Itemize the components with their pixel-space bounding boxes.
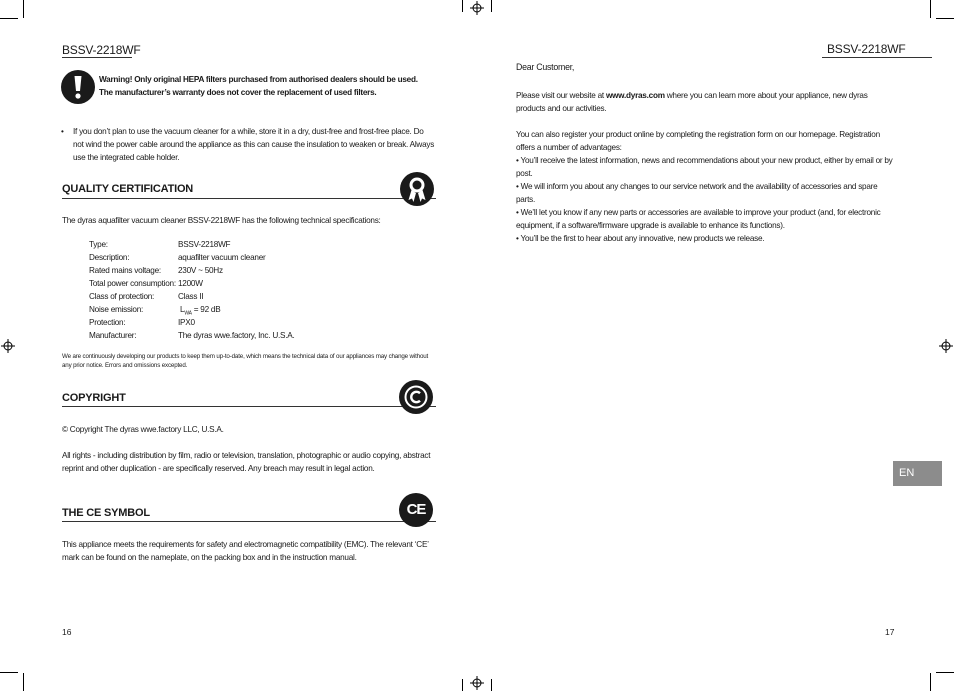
crop-mark <box>23 0 24 18</box>
advantages-list <box>516 154 896 245</box>
crop-mark <box>0 18 18 19</box>
visit-paragraph <box>516 89 894 115</box>
crop-mark <box>936 18 954 19</box>
ce-mark-icon <box>399 493 433 527</box>
spec-value: 230V ~ 50Hz <box>178 266 223 275</box>
spec-value-sub: WA <box>184 310 192 317</box>
spec-value: aquafilter vacuum cleaner <box>178 253 266 262</box>
technical-note: We are continuously developing our products to keep them up-to-date, which means the technical data of our appliances may change without any prior notice. Errors and omissions excepted. <box>62 353 429 369</box>
bullet-text: If you don’t plan to use the vacuum cleaner for a while, store it in a dry, dust-free and frost-free place. Do not wind the power cable around the appliance as this can cause the insulation to weaken or break. Always use the integrated cable holder. <box>73 127 435 162</box>
spec-key: Type: <box>89 240 108 249</box>
model-header: BSSV-2218WF <box>827 42 906 56</box>
website-link[interactable]: www.dyras.com <box>605 91 665 100</box>
crop-mark <box>491 679 492 691</box>
registration-mark-icon <box>470 676 484 690</box>
section-rule <box>62 521 436 522</box>
registration-mark-icon <box>470 1 484 15</box>
award-ribbon-icon <box>400 172 434 206</box>
spec-key: Manufacturer: <box>89 331 137 340</box>
warning-text <box>99 73 439 99</box>
crop-mark <box>930 673 931 691</box>
crop-mark <box>930 0 931 18</box>
visit-text-pre: Please visit our website at <box>516 91 606 100</box>
copyright-icon <box>399 380 433 414</box>
spec-key: Rated mains voltage: <box>89 266 161 275</box>
greeting: Dear Customer, <box>516 62 575 72</box>
crop-mark <box>0 672 18 673</box>
crop-mark <box>462 679 463 691</box>
advantage-item: • We’ll let you know if any new parts or accessories are available to improve your product (and, for electronic equipment, if a software/firmware upgrade is available to enhance its functions). <box>516 208 881 230</box>
page-number-right: 17 <box>885 627 895 637</box>
header-rule <box>62 57 132 58</box>
spec-key: Description: <box>89 253 130 262</box>
ce-mark-text: CE <box>406 501 426 518</box>
spec-value: 1200W <box>178 279 203 288</box>
spec-value: Class II <box>178 292 204 301</box>
model-header: BSSV-2218WF <box>62 43 141 57</box>
spec-value: BSSV-2218WF <box>178 240 231 249</box>
spec-key: Protection: <box>89 318 126 327</box>
spec-value <box>180 305 220 317</box>
crop-mark <box>936 672 954 673</box>
spec-table <box>89 240 389 350</box>
section-rule <box>62 406 436 407</box>
spec-key: Class of protection: <box>89 292 155 301</box>
quality-heading: QUALITY CERTIFICATION <box>62 183 194 195</box>
register-paragraph: You can also register your product online by completing the registration form on our homepage. Registration offers a number of advantages: <box>516 130 880 152</box>
bullet-mark: • <box>61 127 64 136</box>
crop-mark <box>462 0 463 12</box>
registration-mark-icon <box>1 339 15 353</box>
spec-key: Noise emission: <box>89 305 144 314</box>
spec-value: IPX0 <box>178 318 195 327</box>
visit-text-post: where you can learn more about your appliance, new dyras products and our activities. <box>516 91 868 113</box>
advantage-item: • We will inform you about any changes to our service network and the availability of accessories and spare parts. <box>516 182 878 204</box>
registration-mark-icon <box>939 339 953 353</box>
spec-value: The dyras wwe.factory, Inc. U.S.A. <box>178 331 295 340</box>
copyright-paragraph: All rights - including distribution by film, radio or television, translation, photographic or audio copying, abstract reprint and other duplication - are specifically reserved. Any breach may result in legal action. <box>62 451 431 473</box>
quality-intro: The dyras aquafilter vacuum cleaner BSSV-2218WF has the following technical specifications: <box>62 216 381 225</box>
spec-value-rest: = 92 dB <box>191 305 221 314</box>
language-tab: EN <box>893 461 942 486</box>
spec-key: Total power consumption: <box>89 279 176 288</box>
warning-icon <box>61 70 95 104</box>
crop-mark <box>23 673 24 691</box>
page-number-left: 16 <box>62 627 72 637</box>
advantage-item: • You’ll be the first to hear about any innovative, new products we release. <box>516 234 765 243</box>
ce-heading: THE CE SYMBOL <box>62 507 150 519</box>
header-rule <box>822 57 932 58</box>
warning-line-2: The manufacturer’s warranty does not cover the replacement of used filters. <box>99 88 377 97</box>
copyright-heading: COPYRIGHT <box>62 392 126 404</box>
copyright-line: © Copyright The dyras wwe.factory LLC, U.S.A. <box>62 425 224 434</box>
warning-line-1: Warning! Only original HEPA filters purchased from authorised dealers should be used. <box>99 75 418 84</box>
spec-value-base: L <box>180 305 185 314</box>
ce-paragraph: This appliance meets the requirements for safety and electromagnetic compatibility (EMC). The relevant ‘CE’ mark can be found on the nameplate, on the packing box and in the instruction manual. <box>62 540 429 562</box>
section-rule <box>62 198 436 199</box>
advantage-item: • You’ll receive the latest information, news and recommendations about your new product, either by email or by post. <box>516 156 893 178</box>
crop-mark <box>491 0 492 12</box>
